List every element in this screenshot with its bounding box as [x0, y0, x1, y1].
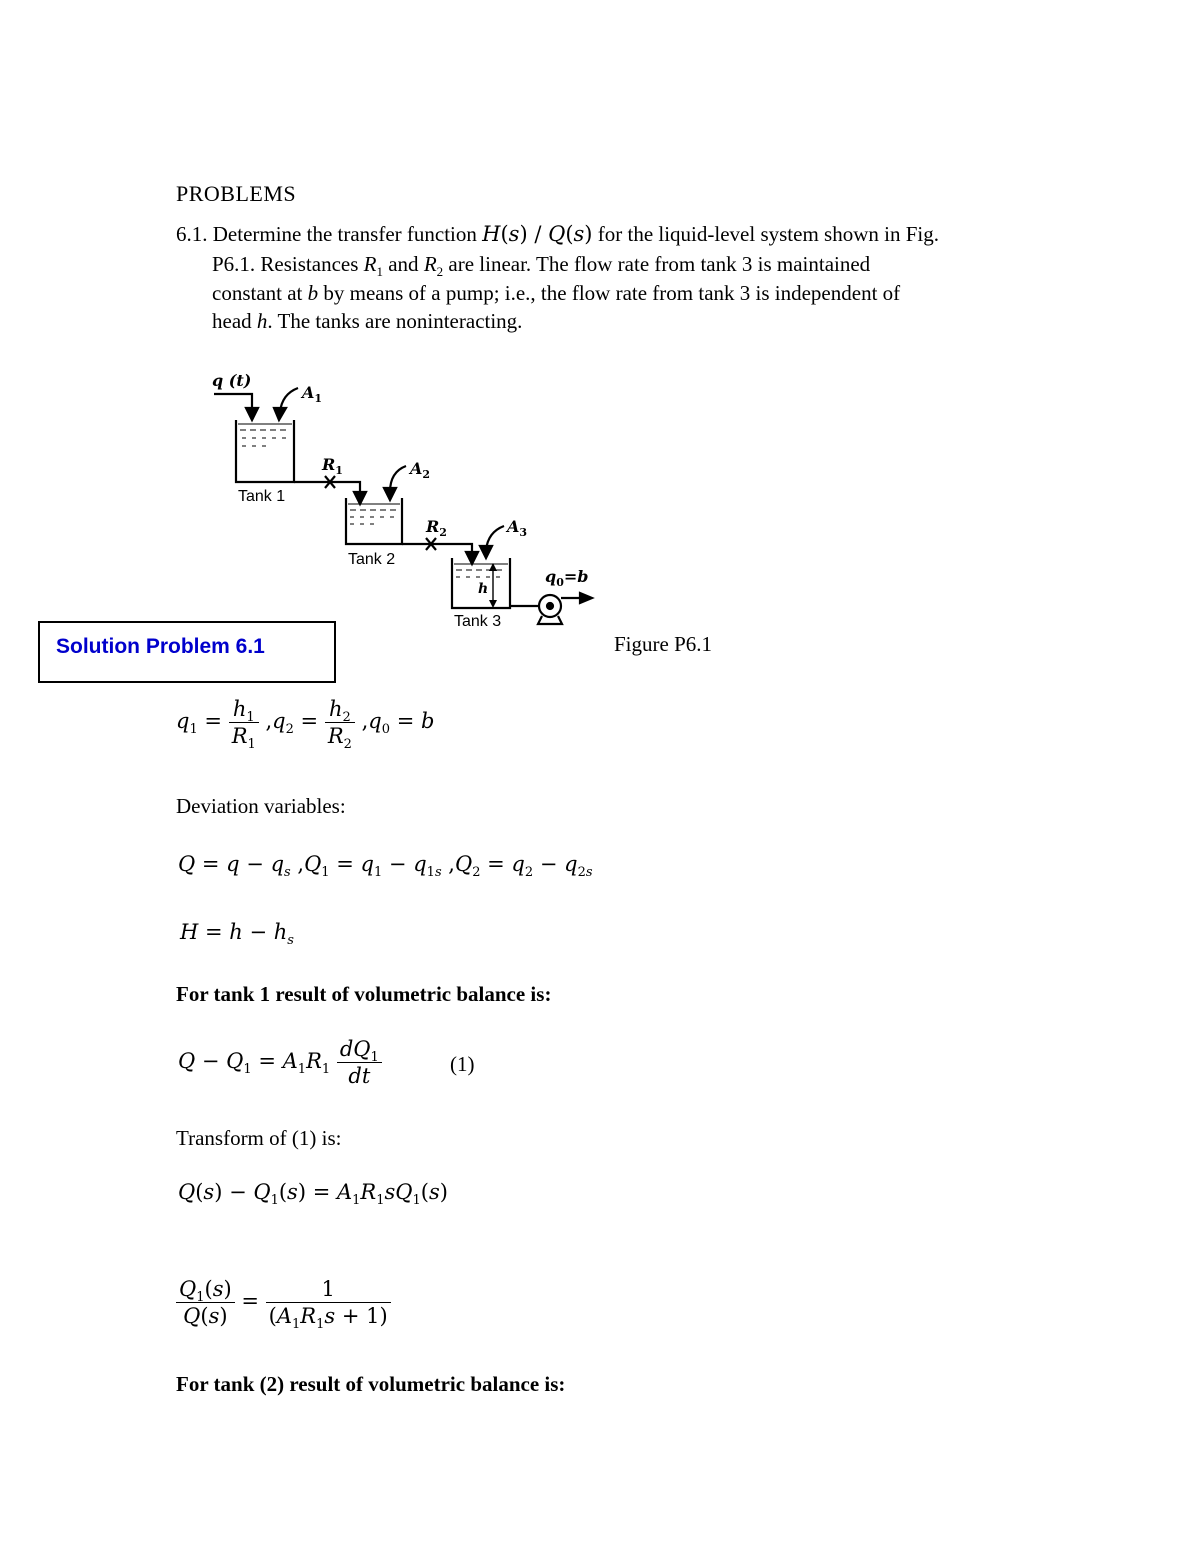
tank-system-diagram — [200, 360, 610, 635]
page-heading: PROBLEMS — [176, 181, 297, 206]
equation-flows: $q_1$ = $\frac{h_1}{R_1}$ $,q_2$ = $\frac{h_2}{R_2}$ $,q_0 = b$ — [176, 697, 435, 752]
transform-label: Transform of (1) is: — [176, 1126, 342, 1150]
svg-text:A2: $A_2$ — [410, 459, 431, 481]
equation-number-1: (1) — [450, 1052, 475, 1076]
problem-line-3: constant at b by means of a pump; i.e., the flow rate from tank 3 is independent of — [212, 281, 901, 305]
problem-line-1: 6.1. Determine the transfer function H(s) / Q(s) for the liquid-level system shown in Fig. — [176, 222, 939, 246]
equation-1: $Q - Q_1 = A_1R_1$ $\frac{dQ_1}{dt}$ — [178, 1036, 382, 1089]
equation-transform: $Q(s) - Q_1(s) = A_1R_1sQ_1(s)$ — [178, 1180, 448, 1208]
tank-1 — [236, 420, 294, 482]
equation-deviation-q: $Q = q - q_s$ $,Q_1 = q_1 - q_{1s}$ $,Q_2 = q_2 - q_{2s}$ — [178, 852, 593, 880]
problem-number: 6.1. — [176, 222, 208, 246]
solution-title-box — [38, 621, 336, 683]
svg-text:A1: $A_1$ — [302, 383, 323, 405]
equation-deviation-h: $H = h - h_s$ — [180, 920, 294, 948]
tank2-balance-label: For tank (2) result of volumetric balance is: — [176, 1372, 566, 1396]
tank-2 — [346, 498, 402, 544]
figure-caption: Figure P6.1 — [614, 632, 713, 656]
svg-text:R2: $R_2$ — [426, 517, 447, 539]
label-tank-3: Tank 3 — [454, 613, 502, 630]
label-tank-1: Tank 1 — [238, 488, 286, 505]
svg-text:h: h — [478, 581, 489, 597]
solution-title: Solution Problem 6.1 — [56, 635, 265, 658]
pipe-2 — [402, 544, 472, 556]
deviation-label: Deviation variables: — [176, 794, 346, 818]
problem-line-2: P6.1. Resistances $R_1$ and $R_2$ are linear. The flow rate from tank 3 is maintained — [212, 252, 871, 279]
equation-transfer-tank1: $\frac{Q_1(s)}{Q(s)}$ = $\frac{1}{(A_1R_1s + 1)}$ — [176, 1276, 391, 1329]
label-qt: q (t) — [212, 371, 252, 390]
svg-text:A3: $A_3$ — [507, 517, 528, 539]
tank1-balance-label: For tank 1 result of volumetric balance is: — [176, 982, 552, 1006]
svg-text:R1: $R_1$ — [322, 455, 343, 477]
label-tank-2: Tank 2 — [348, 551, 396, 568]
svg-text:q0=b: $q_0=b$ — [545, 567, 589, 589]
problem-line-4: head h. The tanks are noninteracting. — [212, 309, 523, 333]
